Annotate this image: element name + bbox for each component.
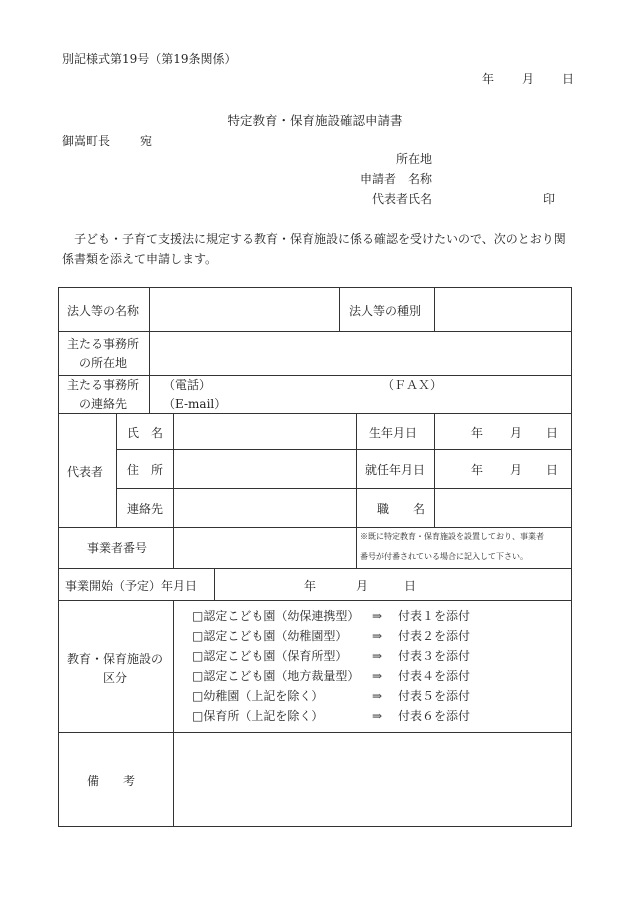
fax-label: （ＦＡＸ） [382, 378, 443, 392]
corp-name-label: 法人等の名称 [67, 304, 140, 318]
rep-address-field[interactable] [177, 454, 352, 484]
corp-type-field[interactable] [439, 294, 567, 326]
applicant-representative-label: 代表者氏名 [372, 192, 433, 206]
applicant-label: 申請者 [360, 172, 397, 186]
birth-month: 月 [510, 426, 523, 440]
category-option[interactable] [192, 606, 470, 626]
start-day: 日 [404, 579, 417, 593]
rep-contact-label: 連絡先 [127, 502, 164, 516]
main-office-location-label-1: 主たる事務所 [67, 337, 140, 351]
arrow-icon: ⇒ [372, 669, 383, 683]
business-number-note-2: 番号が付番されている場合に記入して下さい。 [360, 552, 528, 561]
header-date [482, 70, 574, 87]
corp-name-field[interactable] [153, 294, 335, 326]
main-office-contact-label-1: 主たる事務所 [67, 378, 140, 392]
rep-address-label: 住 所 [127, 463, 164, 477]
category-option-label[interactable]: □認定こども園（幼稚園型） [192, 629, 348, 643]
applicant-name-label: 名称 [408, 172, 433, 186]
category-option[interactable] [192, 646, 470, 666]
appointed-day: 日 [546, 463, 559, 477]
birth-year: 年 [471, 426, 484, 440]
rep-name-label: 氏 名 [127, 426, 164, 440]
category-option-label[interactable]: □認定こども園（幼保連携型） [192, 609, 360, 623]
applicant-location-label: 所在地 [396, 152, 433, 166]
arrow-icon: ⇒ [372, 709, 383, 723]
appointed-date-label: 就任年月日 [365, 463, 426, 477]
attachment-label: 付表４を添付 [398, 669, 471, 683]
email-label: （E-mail） [163, 397, 227, 411]
position-label: 職 名 [377, 502, 426, 516]
attachment-label: 付表６を添付 [398, 709, 471, 723]
start-year: 年 [304, 579, 317, 593]
arrow-icon: ⇒ [372, 629, 383, 643]
main-office-location-label-2: の所在地 [79, 356, 128, 370]
category-option-label[interactable]: □認定こども園（地方裁量型） [192, 669, 360, 683]
main-office-location-field[interactable] [153, 336, 567, 370]
position-field[interactable] [439, 493, 567, 523]
application-table [58, 287, 572, 827]
start-month: 月 [356, 579, 369, 593]
remarks-field[interactable] [177, 737, 567, 821]
addressee-name: 御嵩町長 [62, 134, 111, 148]
attachment-label: 付表３を添付 [398, 649, 471, 663]
date-day: 日 [562, 72, 575, 86]
main-office-contact-label-2: の連絡先 [79, 397, 128, 411]
intro-text: 子ども・子育て支援法に規定する教育・保育施設に係る確認を受けたいので、次のとおり関係書類を添えて申請します。 [62, 232, 566, 266]
appointed-year: 年 [471, 463, 484, 477]
rep-name-field[interactable] [177, 418, 352, 446]
seal-mark: 印 [543, 192, 556, 206]
addressee [62, 132, 152, 149]
category-option-label[interactable]: □保育所（上記を除く） [192, 709, 324, 723]
remarks-label: 備 考 [87, 774, 136, 788]
phone-label: （電話） [163, 378, 212, 392]
document-title: 特定教育・保育施設確認申請書 [227, 113, 403, 128]
arrow-icon: ⇒ [372, 609, 383, 623]
representative-label: 代表者 [67, 465, 104, 479]
facility-category-label-1: 教育・保育施設の [67, 652, 164, 666]
birth-date-label: 生年月日 [369, 426, 418, 440]
facility-category-label-2: 区分 [103, 671, 128, 685]
business-number-note-1: ※既に特定教育・保育施設を設置しており、事業者 [360, 532, 544, 541]
birth-day: 日 [546, 426, 559, 440]
date-year: 年 [482, 72, 495, 86]
facility-category-list [192, 606, 470, 726]
business-number-field[interactable] [177, 531, 352, 563]
arrow-icon: ⇒ [372, 689, 383, 703]
attachment-label: 付表１を添付 [398, 609, 471, 623]
category-option[interactable] [192, 686, 470, 706]
category-option[interactable] [192, 666, 470, 686]
attachment-label: 付表２を添付 [398, 629, 471, 643]
business-number-label: 事業者番号 [87, 541, 148, 555]
category-option-label[interactable]: □幼稚園（上記を除く） [192, 689, 324, 703]
attachment-label: 付表５を添付 [398, 689, 471, 703]
category-option[interactable] [192, 626, 470, 646]
rep-contact-field[interactable] [177, 493, 352, 523]
corp-type-label: 法人等の種別 [349, 304, 422, 318]
appointed-month: 月 [510, 463, 523, 477]
arrow-icon: ⇒ [372, 649, 383, 663]
category-option[interactable] [192, 706, 470, 726]
form-number: 別記様式第19号（第19条関係） [62, 52, 237, 66]
category-option-label[interactable]: □認定こども園（保育所型） [192, 649, 348, 663]
start-date-label: 事業開始（予定）年月日 [65, 579, 198, 593]
date-month: 月 [522, 72, 535, 86]
addressee-honorific: 宛 [140, 134, 153, 148]
